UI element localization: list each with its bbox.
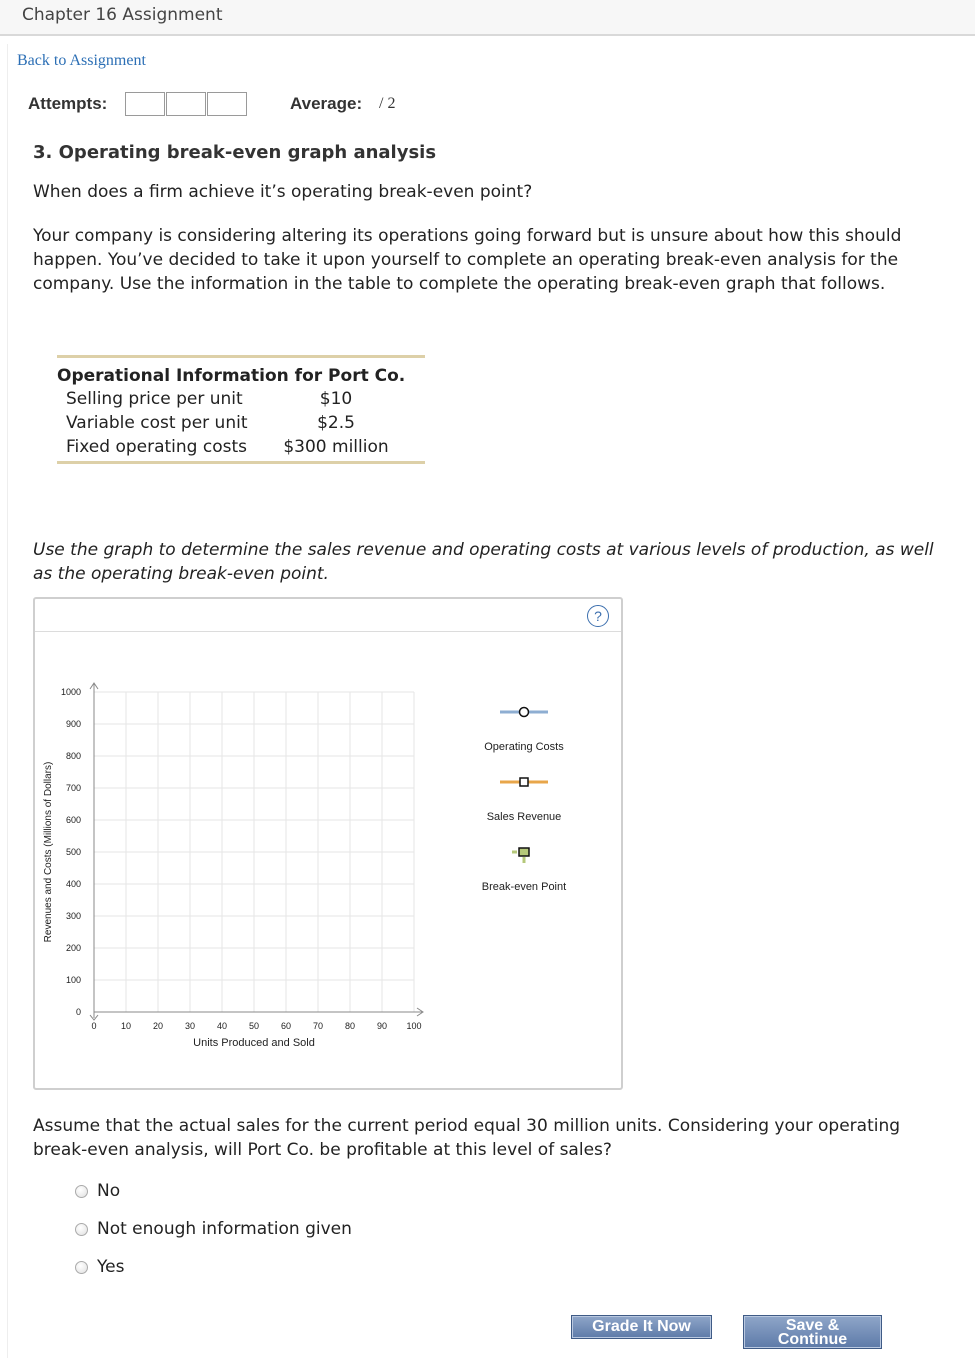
save-and-continue-button[interactable] [743,1315,882,1349]
radio-button[interactable] [75,1261,88,1274]
option-label: Not enough information given [97,1219,352,1239]
save-label-line2: Continue [777,1331,848,1348]
attempt-boxes [125,92,248,116]
table-row [57,411,425,435]
y-tick-label: 300 [65,911,81,921]
y-tick-label: 600 [65,815,81,825]
grade-it-now-button[interactable]: Grade It Now [571,1315,712,1339]
x-tick-label: 90 [376,1021,388,1031]
save-label-line1: Save & [785,1317,840,1334]
x-tick-label: 10 [120,1021,132,1031]
y-tick-label: 0 [75,1007,81,1017]
graph-panel[interactable] [33,597,623,1090]
option-not-enough-info[interactable] [75,1219,352,1239]
row-value: $2.5 [317,413,355,433]
average-value: / 2 [379,95,396,112]
help-icon[interactable]: ? [587,605,609,627]
back-to-assignment-link[interactable]: Back to Assignment [17,52,146,69]
question2-text: Assume that the actual sales for the current period equal 30 million units. Considering your operating break-even analysis, will Port Co. be profitable at this level of sales? [33,1116,901,1160]
y-tick-label: 700 [65,783,81,793]
attempt-box [125,92,165,116]
attempt-box [166,92,206,116]
y-tick-label: 500 [65,847,81,857]
legend-break-even-marker [519,848,529,856]
x-tick-label: 80 [344,1021,356,1031]
legend-operating-costs-marker [520,708,529,717]
y-tick-label: 800 [65,751,81,761]
y-axis-label: Revenues and Costs (Millions of Dollars) [43,761,54,943]
row-value: $300 million [283,437,389,457]
table-row [57,435,425,459]
x-tick-label: 50 [248,1021,260,1031]
x-tick-label: 30 [184,1021,196,1031]
x-tick-label: 100 [406,1021,422,1031]
radio-button[interactable] [75,1223,88,1236]
question-paragraph: Your company is considering altering its operations going forward but is unsure about how this should happen. You’ve decided to take it upon yourself to complete an operating break-even analysis for the company. Use the information in the table to complete the operating break-even graph that follows. [33,226,902,294]
page-title: Chapter 16 Assignment [22,5,223,25]
x-tick-label: 0 [91,1021,97,1031]
legend-break-even-label: Break-even Point [481,881,567,893]
x-tick-label: 70 [312,1021,324,1031]
average-label: Average: [290,94,363,113]
row-label: Selling price per unit [66,389,243,409]
row-label: Fixed operating costs [66,437,247,457]
question-title: 3. Operating break-even graph analysis [33,142,437,163]
legend-sales-revenue-label: Sales Revenue [486,811,562,823]
legend-operating-costs-label: Operating Costs [484,741,564,753]
radio-button[interactable] [75,1185,88,1198]
option-no[interactable] [75,1181,120,1201]
attempt-box [207,92,247,116]
attempts-label: Attempts: [28,94,108,113]
y-tick-label: 900 [65,719,81,729]
y-tick-label: 200 [65,943,81,953]
question-subtitle: When does a firm achieve it’s operating break-even point? [33,182,533,202]
operational-info-table [57,355,425,464]
table-title: Operational Information for Port Co. [57,366,406,386]
legend-sales-revenue-marker [520,778,528,786]
y-tick-label: 1000 [60,687,81,697]
x-tick-label: 40 [216,1021,228,1031]
top-bar [0,0,975,36]
x-tick-label: 20 [152,1021,164,1031]
option-yes[interactable] [75,1257,124,1277]
y-tick-label: 100 [65,975,81,985]
x-axis-label: Units Produced and Sold [193,1037,315,1049]
y-tick-label: 400 [65,879,81,889]
option-label: Yes [97,1257,125,1277]
option-label: No [97,1181,121,1201]
table-row [57,387,425,411]
row-value: $10 [319,389,353,409]
row-label: Variable cost per unit [66,413,248,433]
graph-instructions: Use the graph to determine the sales revenue and operating costs at various levels of production, as well as the operating break-even point. [33,540,934,584]
break-even-chart[interactable] [35,599,621,1088]
x-tick-label: 60 [280,1021,292,1031]
